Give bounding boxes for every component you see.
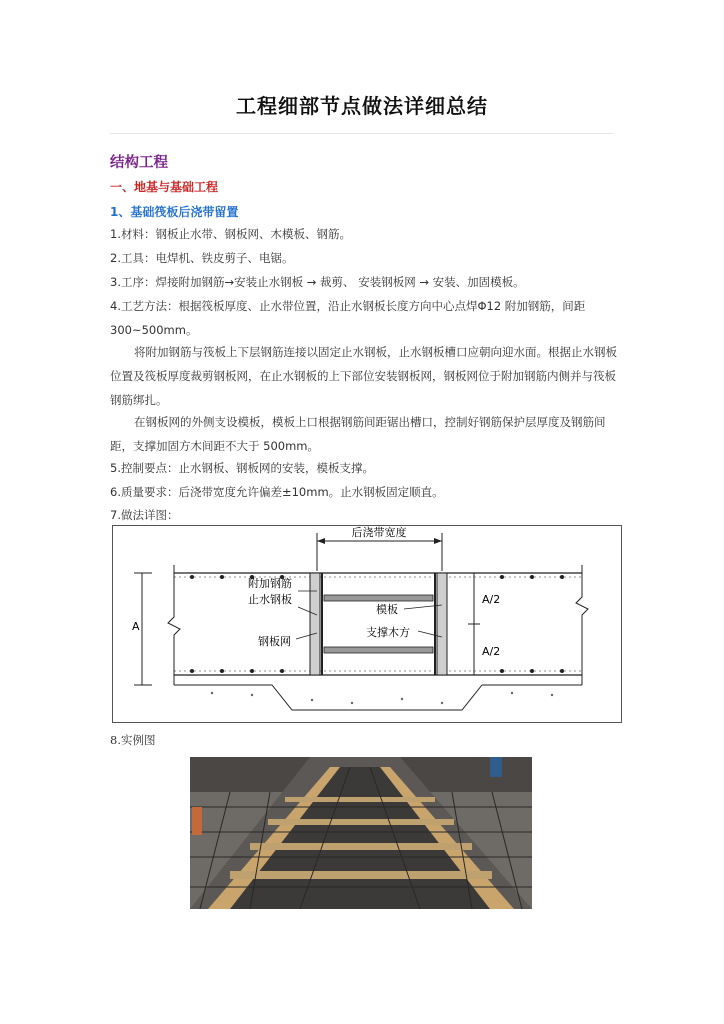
label-extra-rebar: 附加钢筋 — [248, 577, 292, 590]
label-formwork: 模板 — [376, 603, 398, 616]
line-tools: 2.工具：电焊机、铁皮剪子、电锯。 — [110, 251, 294, 265]
line-quality: 6.质量要求：后浇带宽度允许偏差±10mm。止水钢板固定顺直。 — [110, 485, 444, 499]
title-divider — [110, 133, 614, 134]
subsection-heading: 一、地基与基础工程 — [110, 180, 219, 194]
label-half-top: A/2 — [482, 593, 501, 606]
label-mesh: 钢板网 — [258, 635, 291, 648]
post-pour-strip-detail-drawing — [112, 525, 622, 723]
line-materials: 1.材料：钢板止水带、钢板网、木模板、钢筋。 — [110, 227, 351, 241]
photo-caption: 8.实例图 — [110, 733, 156, 747]
label-brace: 支撑木方 — [366, 626, 410, 639]
item-heading: 1、基础筏板后浇带留置 — [110, 205, 239, 219]
site-example-photo — [190, 757, 532, 909]
line-detail: 7.做法详图： — [110, 508, 179, 522]
page-title: 工程细部节点做法详细总结 — [236, 94, 488, 118]
line-method-p3: 在钢板网的外侧支设模板，模板上口根据钢筋间距锯出槽口，控制好钢筋保护层厚度及钢筋间距，支撑加固方木间距不大于 500mm。 — [110, 415, 606, 453]
label-strip-width: 后浇带宽度 — [351, 526, 407, 539]
line-method: 4.工艺方法：根据筏板厚度、止水带位置，沿止水钢板长度方向中心点焊Φ12 附加钢筋，间距 300~500mm。 — [110, 299, 586, 337]
line-method-p2: 将附加钢筋与筏板上下层钢筋连接以固定止水钢板，止水钢板槽口应朝向迎水面。根据止水钢板位置及筏板厚度裁剪钢板网，在止水钢板的上下部位安装钢板网，钢板网位于附加钢筋内侧并与筏板钢筋绑扎。 — [110, 345, 617, 407]
line-control: 5.控制要点：止水钢板、钢板网的安装，模板支撑。 — [110, 461, 374, 475]
label-waterstop: 止水钢板 — [248, 593, 292, 606]
label-half-bottom: A/2 — [482, 645, 501, 658]
label-thickness: A — [132, 620, 140, 633]
line-process: 3.工序：焊接附加钢筋→安装止水钢板 → 裁剪、 安装钢板网 → 安装、加固模板。 — [110, 275, 525, 289]
section-heading: 结构工程 — [110, 155, 168, 171]
